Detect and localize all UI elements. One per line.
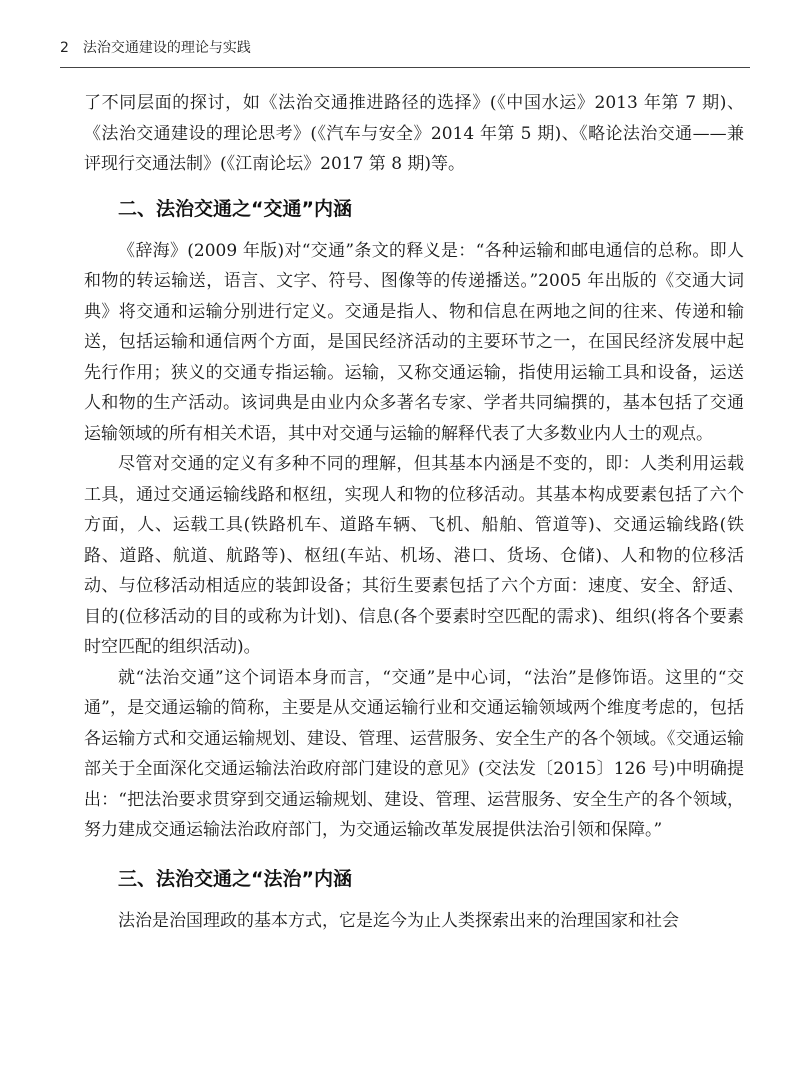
running-header xyxy=(60,38,730,58)
header-divider xyxy=(60,67,750,68)
section-heading-transport: 二、法治交通之“交通”内涵 xyxy=(118,197,352,220)
body-paragraph: 尽管对交通的定义有多种不同的理解，但其基本内涵是不变的，即：人类利用运载工具，通过交通运输线路和枢纽，实现人和物的位移活动。其基本构成要素包括了六个方面，人、运载工具(铁路机车、道路车辆、飞机、船舶、管道等)、交通运输线路(铁路、道路、航道、航路等)、枢纽(车站、机场、港口、货场、仓储)、人和物的位移活动、与位移活动相适应的装卸设备；其衍生要素包括了六个方面：速度、安全、舒适、目的(位移活动的目的或称为计划)、信息(各个要素时空匹配的需求)、组织(将各个要素时空匹配的组织活动)。 xyxy=(84,454,744,657)
body-paragraph: 就“法治交通”这个词语本身而言，“交通”是中心词，“法治”是修饰语。这里的“交通”，是交通运输的简称，主要是从交通运输行业和交通运输领域两个维度考虑的，包括各运输方式和交通运输规划、建设、管理、运营服务、安全生产的各个领域。《交通运输部关于全面深化交通运输法治政府部门建设的意见》(交法发〔2015〕126 号)中明确提出：“把法治要求贯穿到交通运输规划、建设、管理、运营服务、安全生产的各个领域，努力建成交通运输法治政府部门，为交通运输改革发展提供法治引领和保障。” xyxy=(84,667,744,840)
page-number: 2 xyxy=(60,40,69,56)
body-paragraph: 法治是治国理政的基本方式，它是迄今为止人类探索出来的治理国家和社会 xyxy=(118,910,679,931)
section-heading-rule-of-law: 三、法治交通之“法治”内涵 xyxy=(118,867,352,890)
intro-paragraph: 了不同层面的探讨，如《法治交通推进路径的选择》(《中国水运》2013 年第 7 期)、《法治交通建设的理论思考》(《汽车与安全》2014 年第 5 期)、《略论法治交通——兼评现行交通法制》(《江南论坛》2017 第 8 期)等。 xyxy=(84,93,744,174)
body-paragraph: 《辞海》(2009 年版)对“交通”条文的释义是：“各种运输和邮电通信的总称。即人和物的转运输送，语言、文字、符号、图像等的传递播送。”2005 年出版的《交通大词典》将交通和运输分别进行定义。交通是指人、物和信息在两地之间的往来、传递和输送，包括运输和通信两个方面，是国民经济活动的主要环节之一，在国民经济发展中起先行作用；狭义的交通专指运输。运输，又称交通运输，指使用运输工具和设备，运送人和物的生产活动。该词典是由业内众多著名专家、学者共同编撰的，基本包括了交通运输领域的所有相关术语，其中对交通与运输的解释代表了大多数业内人士的观点。 xyxy=(84,240,744,444)
book-title: 法治交通建设的理论与实践 xyxy=(82,40,251,56)
page-body xyxy=(84,88,744,936)
